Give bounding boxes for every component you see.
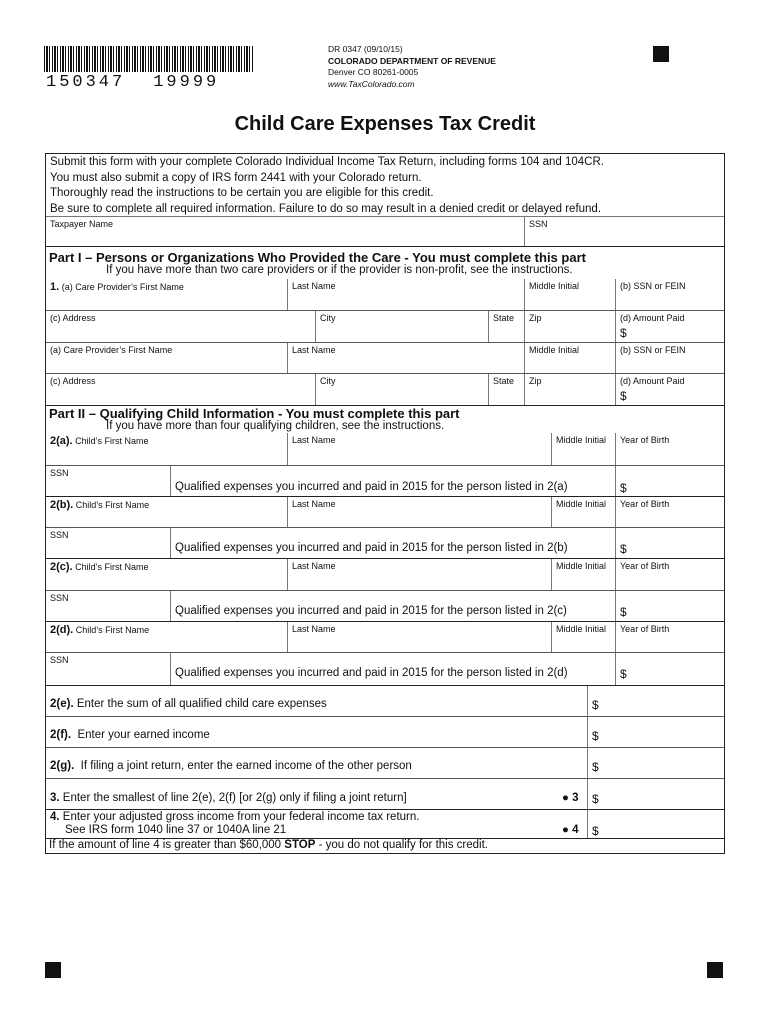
provider-2-address-row bbox=[46, 374, 724, 406]
child-c-first-name[interactable] bbox=[46, 559, 287, 590]
field-label: State bbox=[493, 376, 515, 386]
field-label: SSN bbox=[529, 219, 548, 229]
barcode-number bbox=[46, 73, 247, 92]
line-number: 4. bbox=[50, 811, 60, 823]
line-text: See IRS form 1040 line 37 or 1040A line 21 bbox=[65, 824, 287, 836]
dollar-sign: $ bbox=[592, 729, 599, 743]
field-label: Year of Birth bbox=[620, 561, 670, 571]
field-label: Child’s First Name bbox=[75, 436, 149, 446]
line-2e-amount[interactable] bbox=[587, 686, 724, 716]
provider-1-middle-initial[interactable] bbox=[524, 279, 615, 310]
line-2e-row bbox=[46, 686, 724, 717]
part1-title: Part I – Persons or Organizations Who Provided the Care - You must complete this part bbox=[49, 250, 586, 265]
line-2g-label bbox=[46, 748, 587, 778]
child-a-middle-initial[interactable] bbox=[551, 433, 615, 465]
field-label: Year of Birth bbox=[620, 499, 670, 509]
field-label: Child’s First Name bbox=[75, 562, 149, 572]
taxpayer-row bbox=[46, 217, 724, 247]
line-3-amount[interactable] bbox=[587, 779, 724, 809]
line-text: Enter your earned income bbox=[77, 729, 210, 741]
child-b-expense-row bbox=[46, 528, 724, 559]
child-b-year-of-birth[interactable] bbox=[615, 497, 724, 527]
expense-text: Qualified expenses you incurred and paid in 2015 for the person listed in 2(d) bbox=[175, 667, 568, 679]
dollar-sign: $ bbox=[620, 326, 627, 340]
child-a-name-row bbox=[46, 433, 724, 466]
provider-2-city[interactable] bbox=[315, 374, 488, 405]
child-a-expense-label bbox=[170, 466, 615, 496]
child-c-year-of-birth[interactable] bbox=[615, 559, 724, 590]
provider-1-zip[interactable] bbox=[524, 311, 615, 342]
child-d-middle-initial[interactable] bbox=[551, 622, 615, 652]
line-number: 2(d). bbox=[50, 624, 74, 636]
child-d-ssn[interactable] bbox=[46, 653, 170, 685]
provider-2-amount-paid[interactable] bbox=[615, 374, 724, 405]
registration-mark-bottom-left bbox=[45, 962, 61, 978]
expense-text: Qualified expenses you incurred and paid in 2015 for the person listed in 2(a) bbox=[175, 481, 568, 493]
expense-text: Qualified expenses you incurred and paid in 2015 for the person listed in 2(b) bbox=[175, 542, 568, 554]
expense-text: Qualified expenses you incurred and paid in 2015 for the person listed in 2(c) bbox=[175, 605, 567, 617]
taxpayer-ssn-field[interactable] bbox=[524, 217, 724, 246]
line-2e-label bbox=[46, 686, 587, 716]
field-label: City bbox=[320, 313, 336, 323]
field-label: State bbox=[493, 313, 515, 323]
line-number: 3. bbox=[50, 792, 60, 804]
line-number: 2(c). bbox=[50, 561, 73, 573]
field-label: (c) Address bbox=[50, 376, 96, 386]
provider-1-last-name[interactable] bbox=[287, 279, 524, 310]
line-number: 2(e). bbox=[50, 698, 74, 710]
child-b-first-name[interactable] bbox=[46, 497, 287, 527]
child-c-expense-label bbox=[170, 591, 615, 621]
website: www.TaxColorado.com bbox=[328, 78, 415, 89]
field-label: SSN bbox=[50, 593, 69, 603]
line-number: 2(b). bbox=[50, 499, 74, 511]
field-label: Last Name bbox=[292, 561, 336, 571]
line-3-marker: ● 3 bbox=[562, 792, 579, 804]
address: Denver CO 80261-0005 bbox=[328, 67, 419, 77]
child-a-year-of-birth[interactable] bbox=[615, 433, 724, 465]
dollar-sign: $ bbox=[620, 389, 627, 403]
field-label: Year of Birth bbox=[620, 624, 670, 634]
line-number: 1. bbox=[50, 281, 60, 293]
child-c-expense-amount[interactable] bbox=[615, 591, 724, 621]
provider-2-name-row bbox=[46, 343, 724, 374]
dollar-sign: $ bbox=[592, 792, 599, 806]
provider-2-state[interactable] bbox=[488, 374, 524, 405]
field-label: Child’s First Name bbox=[75, 500, 150, 510]
provider-2-ssn-fein[interactable] bbox=[615, 343, 724, 373]
child-d-expense-label bbox=[170, 653, 615, 685]
field-label: Last Name bbox=[292, 624, 336, 634]
dollar-sign: $ bbox=[592, 760, 599, 774]
line-2g-row bbox=[46, 748, 724, 779]
instructions-block bbox=[46, 154, 724, 217]
line-4-row bbox=[46, 810, 724, 839]
child-b-expense-label bbox=[170, 528, 615, 558]
tax-form bbox=[45, 153, 725, 854]
header-info bbox=[328, 44, 496, 90]
final-note-text: If the amount of line 4 is greater than $60,000 bbox=[49, 839, 285, 851]
child-a-expense-row bbox=[46, 466, 724, 497]
provider-2-first-name[interactable] bbox=[46, 343, 287, 373]
field-label: (d) Amount Paid bbox=[620, 376, 685, 386]
instruction-line: Thoroughly read the instructions to be certain you are eligible for this credit. bbox=[50, 187, 434, 199]
line-text: Enter the sum of all qualified child care expenses bbox=[76, 698, 327, 710]
line-2f-amount[interactable] bbox=[587, 717, 724, 747]
line-2g-amount[interactable] bbox=[587, 748, 724, 778]
dollar-sign: $ bbox=[620, 667, 627, 681]
field-label: (a) Care Provider’s First Name bbox=[50, 345, 173, 355]
field-label: Middle Initial bbox=[556, 624, 607, 634]
registration-mark-bottom-right bbox=[707, 962, 723, 978]
final-note bbox=[49, 839, 488, 851]
provider-2-middle-initial[interactable] bbox=[524, 343, 615, 373]
line-text: If filing a joint return, enter the earned income of the other person bbox=[80, 760, 412, 772]
provider-1-first-name[interactable] bbox=[46, 279, 287, 310]
final-note-row bbox=[46, 839, 724, 854]
child-d-name-row bbox=[46, 622, 724, 653]
child-c-expense-row bbox=[46, 591, 724, 622]
taxpayer-name-field[interactable] bbox=[46, 217, 524, 246]
registration-mark-top bbox=[653, 46, 669, 62]
part1-header bbox=[46, 247, 724, 279]
barcode-left: 150347 bbox=[46, 73, 126, 92]
line-2f-row bbox=[46, 717, 724, 748]
line-4-marker: ● 4 bbox=[562, 824, 579, 836]
child-d-year-of-birth[interactable] bbox=[615, 622, 724, 652]
field-label: Middle Initial bbox=[556, 561, 607, 571]
form-code: DR 0347 (09/10/15) bbox=[328, 44, 403, 54]
line-number: 2(g). bbox=[50, 760, 75, 772]
final-note-text: - you do not qualify for this credit. bbox=[315, 839, 488, 851]
child-a-first-name[interactable] bbox=[46, 433, 287, 465]
line-number: 2(f). bbox=[50, 729, 72, 741]
child-d-expense-amount[interactable] bbox=[615, 653, 724, 685]
instruction-line: Be sure to complete all required information. Failure to do so may result in a denied credit or delayed refund. bbox=[50, 202, 602, 215]
field-label: Zip bbox=[529, 376, 542, 386]
provider-1-city[interactable] bbox=[315, 311, 488, 342]
child-a-last-name[interactable] bbox=[287, 433, 551, 465]
field-label: SSN bbox=[50, 530, 69, 540]
dollar-sign: $ bbox=[620, 542, 627, 556]
dollar-sign: $ bbox=[620, 605, 627, 619]
field-label: (c) Address bbox=[50, 313, 96, 323]
line-2f-label bbox=[46, 717, 587, 747]
line-text: Enter your adjusted gross income from your federal income tax return. bbox=[62, 811, 420, 823]
line-3-label bbox=[46, 779, 587, 809]
field-label: Middle Initial bbox=[556, 435, 607, 445]
child-d-last-name[interactable] bbox=[287, 622, 551, 652]
field-label: Year of Birth bbox=[620, 435, 670, 445]
field-label: SSN bbox=[50, 655, 69, 665]
part2-header bbox=[46, 406, 724, 433]
field-label: Last Name bbox=[292, 345, 336, 355]
field-label: (b) SSN or FEIN bbox=[620, 345, 686, 355]
instruction-line: You must also submit a copy of IRS form 2441 with your Colorado return. bbox=[50, 171, 422, 184]
part1-subtitle: If you have more than two care providers or if the provider is non-profit, see the instructions. bbox=[106, 264, 573, 276]
part2-subtitle: If you have more than four qualifying children, see the instructions. bbox=[106, 420, 445, 432]
provider-1-amount-paid[interactable] bbox=[615, 311, 724, 342]
dollar-sign: $ bbox=[592, 698, 599, 712]
provider-1-name-row bbox=[46, 279, 724, 311]
child-b-last-name[interactable] bbox=[287, 497, 551, 527]
field-label: (a) Care Provider’s First Name bbox=[61, 282, 184, 292]
line-4-label bbox=[46, 810, 587, 838]
line-text: Enter the smallest of line 2(e), 2(f) [or 2(g) only if filing a joint return] bbox=[62, 792, 407, 804]
department: COLORADO DEPARTMENT OF REVENUE bbox=[328, 55, 496, 66]
child-d-first-name[interactable] bbox=[46, 622, 287, 652]
child-c-middle-initial[interactable] bbox=[551, 559, 615, 590]
field-label: Child’s First Name bbox=[75, 625, 150, 635]
child-c-ssn[interactable] bbox=[46, 591, 170, 621]
barcode-right: 19999 bbox=[153, 73, 220, 92]
provider-2-address[interactable] bbox=[46, 374, 315, 405]
stop-word: STOP bbox=[284, 839, 316, 851]
field-label: Last Name bbox=[292, 499, 336, 509]
provider-2-zip[interactable] bbox=[524, 374, 615, 405]
field-label: (b) SSN or FEIN bbox=[620, 281, 686, 291]
field-label: Last Name bbox=[292, 435, 336, 445]
child-b-ssn[interactable] bbox=[46, 528, 170, 558]
barcode bbox=[44, 46, 254, 72]
child-b-middle-initial[interactable] bbox=[551, 497, 615, 527]
line-number: 2(a). bbox=[50, 435, 73, 447]
field-label: City bbox=[320, 376, 336, 386]
field-label: Taxpayer Name bbox=[50, 219, 114, 229]
child-c-last-name[interactable] bbox=[287, 559, 551, 590]
child-b-expense-amount[interactable] bbox=[615, 528, 724, 558]
child-d-expense-row bbox=[46, 653, 724, 686]
page-title: Child Care Expenses Tax Credit bbox=[234, 113, 536, 135]
line-3-row bbox=[46, 779, 724, 810]
field-label: (d) Amount Paid bbox=[620, 313, 685, 323]
field-label: SSN bbox=[50, 468, 69, 478]
provider-2-last-name[interactable] bbox=[287, 343, 524, 373]
dollar-sign: $ bbox=[620, 481, 627, 495]
field-label: Middle Initial bbox=[529, 345, 580, 355]
child-c-name-row bbox=[46, 559, 724, 591]
field-label: Zip bbox=[529, 313, 542, 323]
provider-1-address[interactable] bbox=[46, 311, 315, 342]
provider-1-address-row bbox=[46, 311, 724, 343]
child-a-ssn[interactable] bbox=[46, 466, 170, 496]
part2-title: Part II – Qualifying Child Information - You must complete this part bbox=[49, 406, 460, 421]
instruction-line: Submit this form with your complete Colorado Individual Income Tax Return, including forms 104 and 104CR. bbox=[50, 156, 604, 168]
child-a-expense-amount[interactable] bbox=[615, 466, 724, 496]
provider-1-state[interactable] bbox=[488, 311, 524, 342]
child-b-name-row bbox=[46, 497, 724, 528]
field-label: Middle Initial bbox=[529, 281, 580, 291]
line-4-amount[interactable] bbox=[587, 810, 724, 838]
provider-1-ssn-fein[interactable] bbox=[615, 279, 724, 310]
dollar-sign: $ bbox=[592, 824, 599, 838]
field-label: Last Name bbox=[292, 281, 336, 291]
field-label: Middle Initial bbox=[556, 499, 607, 509]
